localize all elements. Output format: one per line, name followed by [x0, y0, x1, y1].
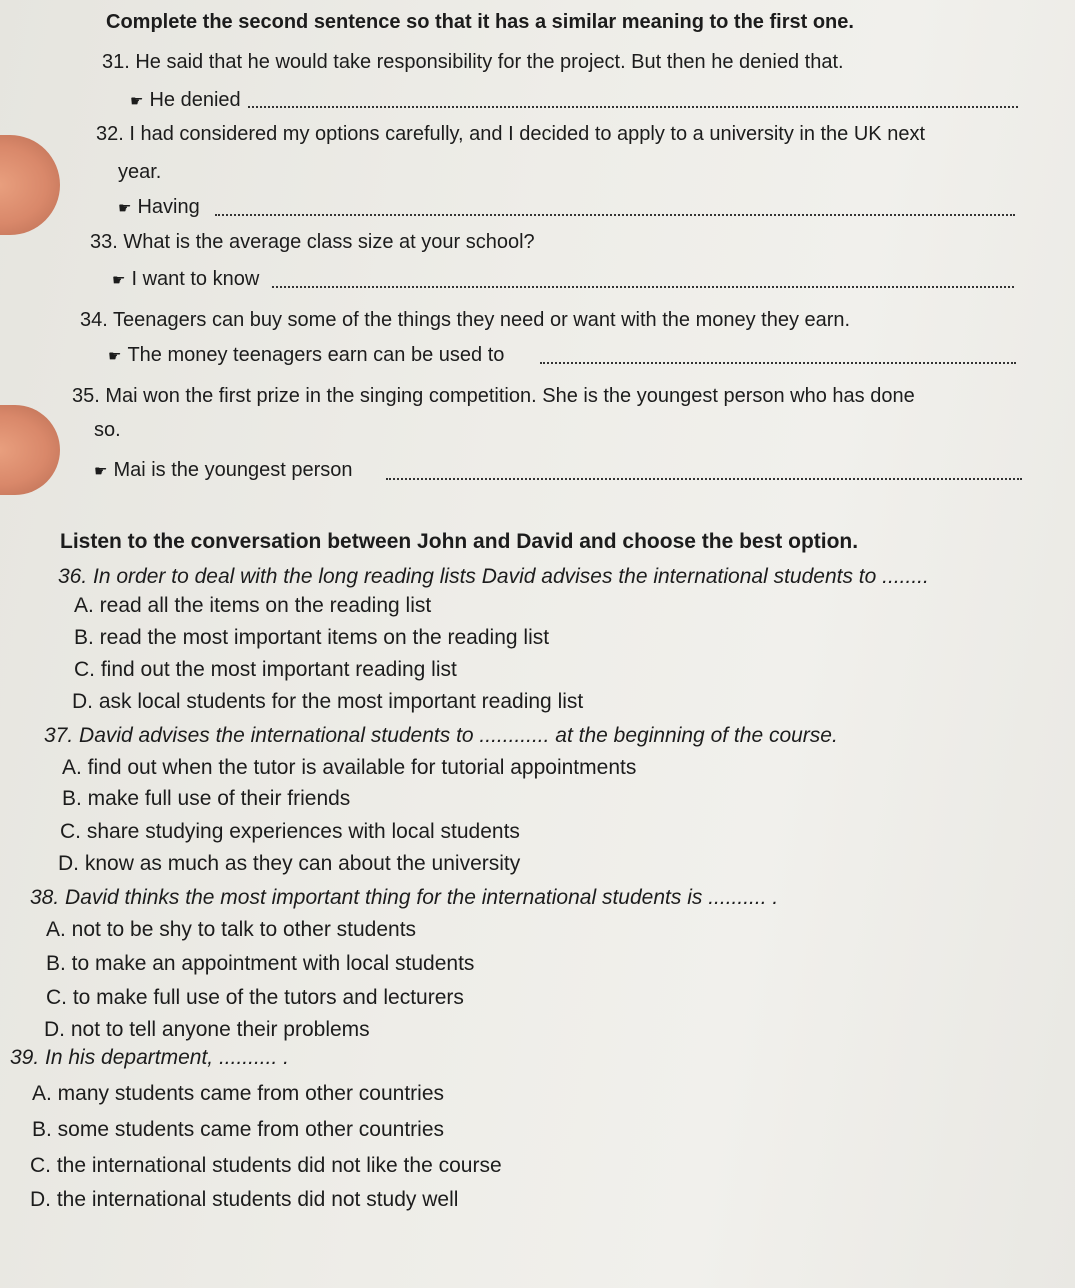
question-37: 37. David advises the international students to ............ at the beginning of the course.	[44, 724, 838, 747]
answer-line-35[interactable]	[386, 478, 1022, 480]
answer-prompt-35: ☛ Mai is the youngest person	[94, 459, 353, 481]
pointing-hand-icon: ☛	[130, 93, 144, 110]
answer-prompt-34: ☛ The money teenagers earn can be used to	[108, 344, 505, 366]
question-33: 33. What is the average class size at your school?	[90, 231, 535, 253]
question-36: 36. In order to deal with the long reading lists David advises the international students to ........	[58, 565, 929, 588]
answer-line-31[interactable]	[248, 106, 1018, 108]
option-36-d[interactable]: D. ask local students for the most important reading list	[72, 690, 584, 713]
option-36-b[interactable]: B. read the most important items on the reading list	[74, 626, 550, 649]
option-38-d[interactable]: D. not to tell anyone their problems	[44, 1018, 370, 1041]
question-38: 38. David thinks the most important thing for the international students is .......... .	[30, 886, 779, 909]
option-37-d[interactable]: D. know as much as they can about the university	[58, 852, 521, 875]
finger	[0, 135, 60, 235]
option-37-c[interactable]: C. share studying experiences with local students	[60, 820, 520, 843]
option-37-b[interactable]: B. make full use of their friends	[62, 787, 351, 810]
answer-prompt-31: ☛ He denied	[130, 89, 241, 111]
pointing-hand-icon: ☛	[108, 348, 122, 365]
question-32-continued: year.	[118, 161, 162, 183]
answer-line-34[interactable]	[540, 362, 1016, 364]
option-39-c[interactable]: C. the international students did not like the course	[30, 1154, 502, 1177]
pointing-hand-icon: ☛	[112, 272, 126, 289]
option-37-a[interactable]: A. find out when the tutor is available for tutorial appointments	[62, 756, 637, 779]
option-38-a[interactable]: A. not to be shy to talk to other students	[46, 918, 417, 941]
question-39: 39. In his department, .......... .	[10, 1046, 289, 1069]
answer-line-33[interactable]	[272, 286, 1014, 288]
answer-line-32[interactable]	[215, 214, 1015, 216]
question-35-continued: so.	[94, 419, 121, 441]
option-39-b[interactable]: B. some students came from other countries	[32, 1118, 445, 1141]
pointing-hand-icon: ☛	[118, 200, 132, 217]
option-38-b[interactable]: B. to make an appointment with local students	[46, 952, 475, 975]
option-36-c[interactable]: C. find out the most important reading list	[74, 658, 457, 681]
option-36-a[interactable]: A. read all the items on the reading list	[74, 594, 432, 617]
pointing-hand-icon: ☛	[94, 463, 108, 480]
question-34: 34. Teenagers can buy some of the things they need or want with the money they earn.	[80, 309, 851, 331]
section2-instruction: Listen to the conversation between John and David and choose the best option.	[60, 530, 859, 553]
option-39-a[interactable]: A. many students came from other countries	[32, 1082, 445, 1105]
question-32: 32. I had considered my options carefully, and I decided to apply to a university in the UK next	[96, 123, 925, 145]
finger	[0, 405, 60, 495]
answer-prompt-32: ☛ Having	[118, 196, 200, 218]
section1-instruction: Complete the second sentence so that it has a similar meaning to the first one.	[106, 11, 854, 33]
answer-prompt-33: ☛ I want to know	[112, 268, 260, 290]
option-38-c[interactable]: C. to make full use of the tutors and lecturers	[46, 986, 464, 1009]
question-35: 35. Mai won the first prize in the singing competition. She is the youngest person who has done	[72, 385, 915, 407]
option-39-d[interactable]: D. the international students did not study well	[30, 1188, 459, 1211]
question-31: 31. He said that he would take responsibility for the project. But then he denied that.	[102, 51, 844, 73]
